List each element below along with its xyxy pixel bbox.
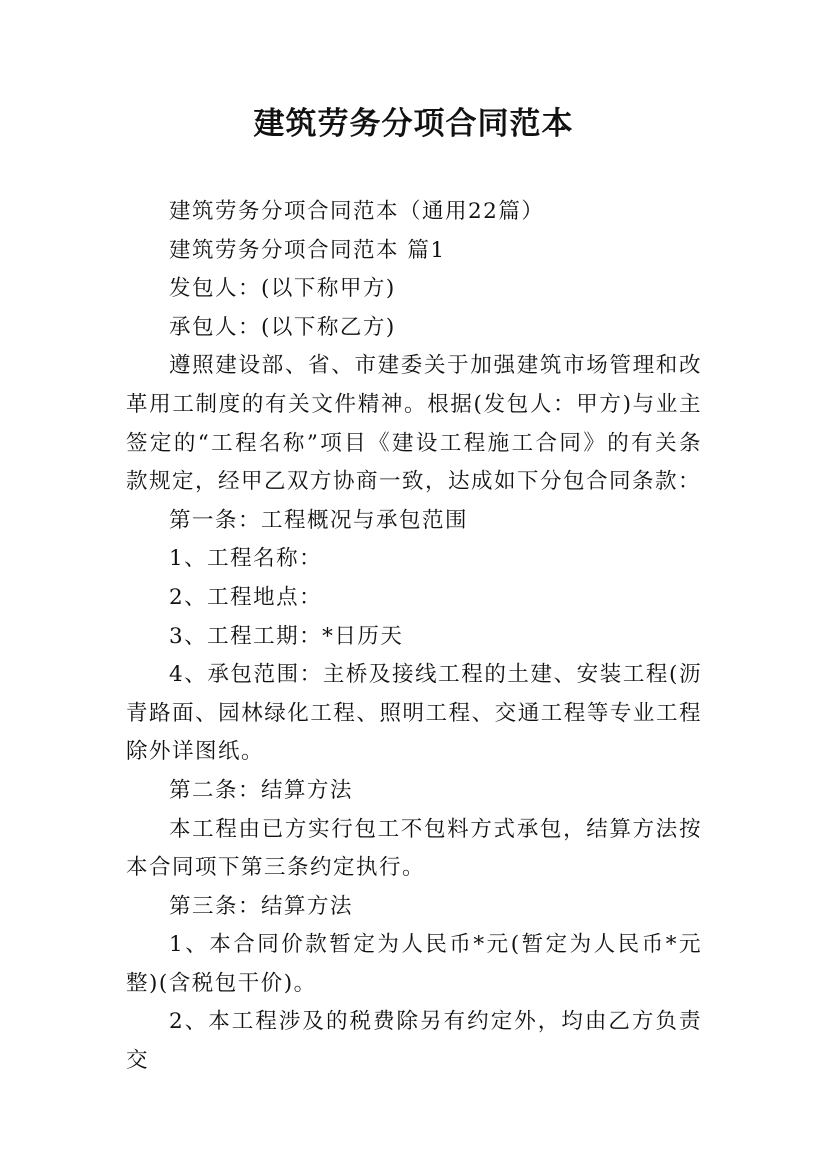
document-title: 建筑劳务分项合同范本 [253, 106, 574, 142]
paragraph-price-clause: 1、本合同价款暂定为人民币*元(暂定为人民币*元整)(含税包干价)。 [126, 932, 702, 996]
paragraph-article-1: 第一条：工程概况与承包范围 [169, 507, 469, 533]
paragraph-item-2: 2、工程地点： [169, 584, 323, 610]
paragraph-subtitle: 建筑劳务分项合同范本（通用22篇） [169, 199, 545, 224]
document-body [126, 193, 702, 1081]
paragraph-party-b: 承包人：(以下称乙方) [169, 314, 396, 340]
paragraph-article-3: 第三条：结算方法 [169, 893, 354, 919]
paragraph-preamble: 遵照建设部、省、市建委关于加强建筑市场管理和改革用工制度的有关文件精神。根据(发包人：甲方)与业主签定的“工程名称”项目《建设工程施工合同》的有关条款规定，经甲乙双方协商一致，达成如下分包合同条款： [126, 353, 702, 495]
paragraph-settlement-text: 本工程由已方实行包工不包料方式承包，结算方法按本合同项下第三条约定执行。 [126, 816, 702, 881]
paragraph-section-heading: 建筑劳务分项合同范本 篇1 [169, 237, 446, 263]
paragraph-item-1: 1、工程名称： [169, 546, 323, 572]
paragraph-item-3: 3、工程工期：*日历天 [169, 623, 404, 649]
paragraph-item-4: 4、承包范围：主桥及接线工程的土建、安装工程(沥青路面、园林绿化工程、照明工程、交通工程等专业工程除外详图纸。 [126, 662, 702, 765]
paragraph-tax-clause: 2、本工程涉及的税费除另有约定外，均由乙方负责交 [126, 1009, 702, 1074]
paragraph-party-a: 发包人：(以下称甲方) [169, 276, 396, 302]
paragraph-article-2: 第二条：结算方法 [169, 777, 354, 803]
